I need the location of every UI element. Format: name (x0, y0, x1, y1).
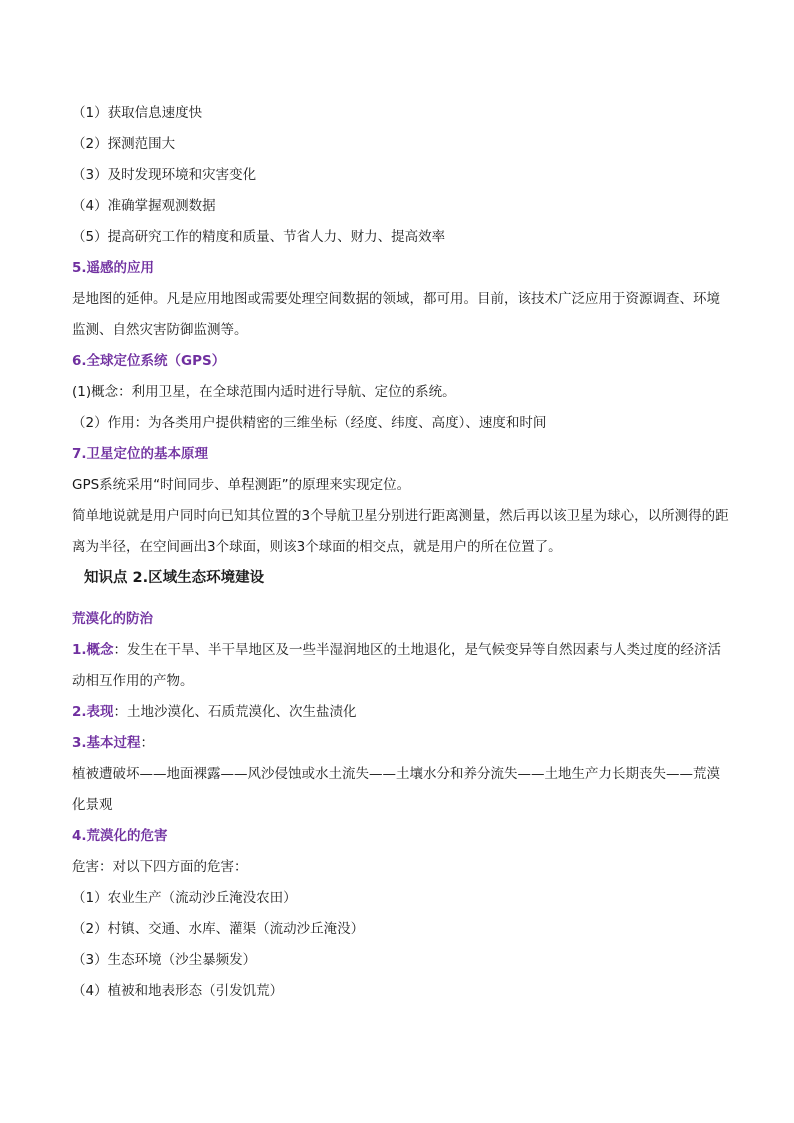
gps-function: （2）作用：为各类用户提供精密的三维坐标（经度、纬度、高度）、速度和时间 (72, 415, 547, 431)
list-item: （3）生态环境（沙尘暴频发） (72, 952, 257, 968)
rs-application-body: 是地图的延伸。凡是应用地图或需要处理空间数据的领域，都可用。目前，该技术广泛应用于资源调查、环境监测、自然灾害防御监测等。 (72, 291, 720, 338)
desertification-manifestation (72, 697, 732, 728)
list-item: （1）农业生产（流动沙丘淹没农田） (72, 890, 297, 906)
knowledge-point-title: 知识点 2.区域生态环境建设 (84, 570, 265, 586)
gps-concept: (1)概念：利用卫星，在全球范围内适时进行导航、定位的系统。 (72, 384, 456, 400)
harm-intro: 危害：对以下四方面的危害： (72, 859, 248, 875)
heading-rs-application: 5.遥感的应用 (72, 260, 155, 276)
list-item: （3）及时发现环境和灾害变化 (72, 167, 257, 183)
list-item: （2）村镇、交通、水库、灌渠（流动沙丘淹没） (72, 921, 365, 937)
rs-advantages-list (72, 98, 732, 253)
list-item: （4）植被和地表形态（引发饥荒） (72, 983, 284, 999)
list-item: （1）获取信息速度快 (72, 105, 203, 121)
principle-body: 简单地说就是用户同时向已知其位置的3个导航卫星分别进行距离测量，然后再以该卫星为球心，以所测得的距离为半径，在空间画出3个球面，则该3个球面的相交点，就是用户的所在位置了。 (72, 508, 729, 555)
concept-label: 1.概念 (72, 642, 114, 658)
document-page (72, 98, 732, 1007)
desertification-process-text: 植被遭破坏——地面裸露——风沙侵蚀或水土流失——土壤水分和养分流失——土地生产力长期丧失——荒漠化景观 (72, 766, 720, 813)
process-colon: ： (140, 735, 155, 751)
list-item: （4）准确掌握观测数据 (72, 198, 216, 214)
manifest-label: 2.表现 (72, 704, 114, 720)
process-label: 3.基本过程 (72, 735, 141, 751)
concept-text: ：发生在干旱、半干旱地区及一些半湿润地区的土地退化，是气候变异等自然因素与人类过度的经济活动相互作用的产物。 (72, 642, 722, 689)
heading-gps: 6.全球定位系统（GPS） (72, 353, 226, 369)
list-item: （5）提高研究工作的精度和质量、节省人力、财力、提高效率 (72, 229, 446, 245)
desertification-process-heading (72, 728, 732, 759)
desertification-concept (72, 635, 732, 697)
principle-line: GPS系统采用“时间同步、单程测距”的原理来实现定位。 (72, 477, 411, 493)
list-item: （2）探测范围大 (72, 136, 176, 152)
manifest-text: ：土地沙漠化、石质荒漠化、次生盐渍化 (113, 704, 357, 720)
heading-positioning-principle: 7.卫星定位的基本原理 (72, 446, 209, 462)
desertification-title: 荒漠化的防治 (72, 611, 153, 627)
heading-desertification-harm: 4.荒漠化的危害 (72, 828, 168, 844)
